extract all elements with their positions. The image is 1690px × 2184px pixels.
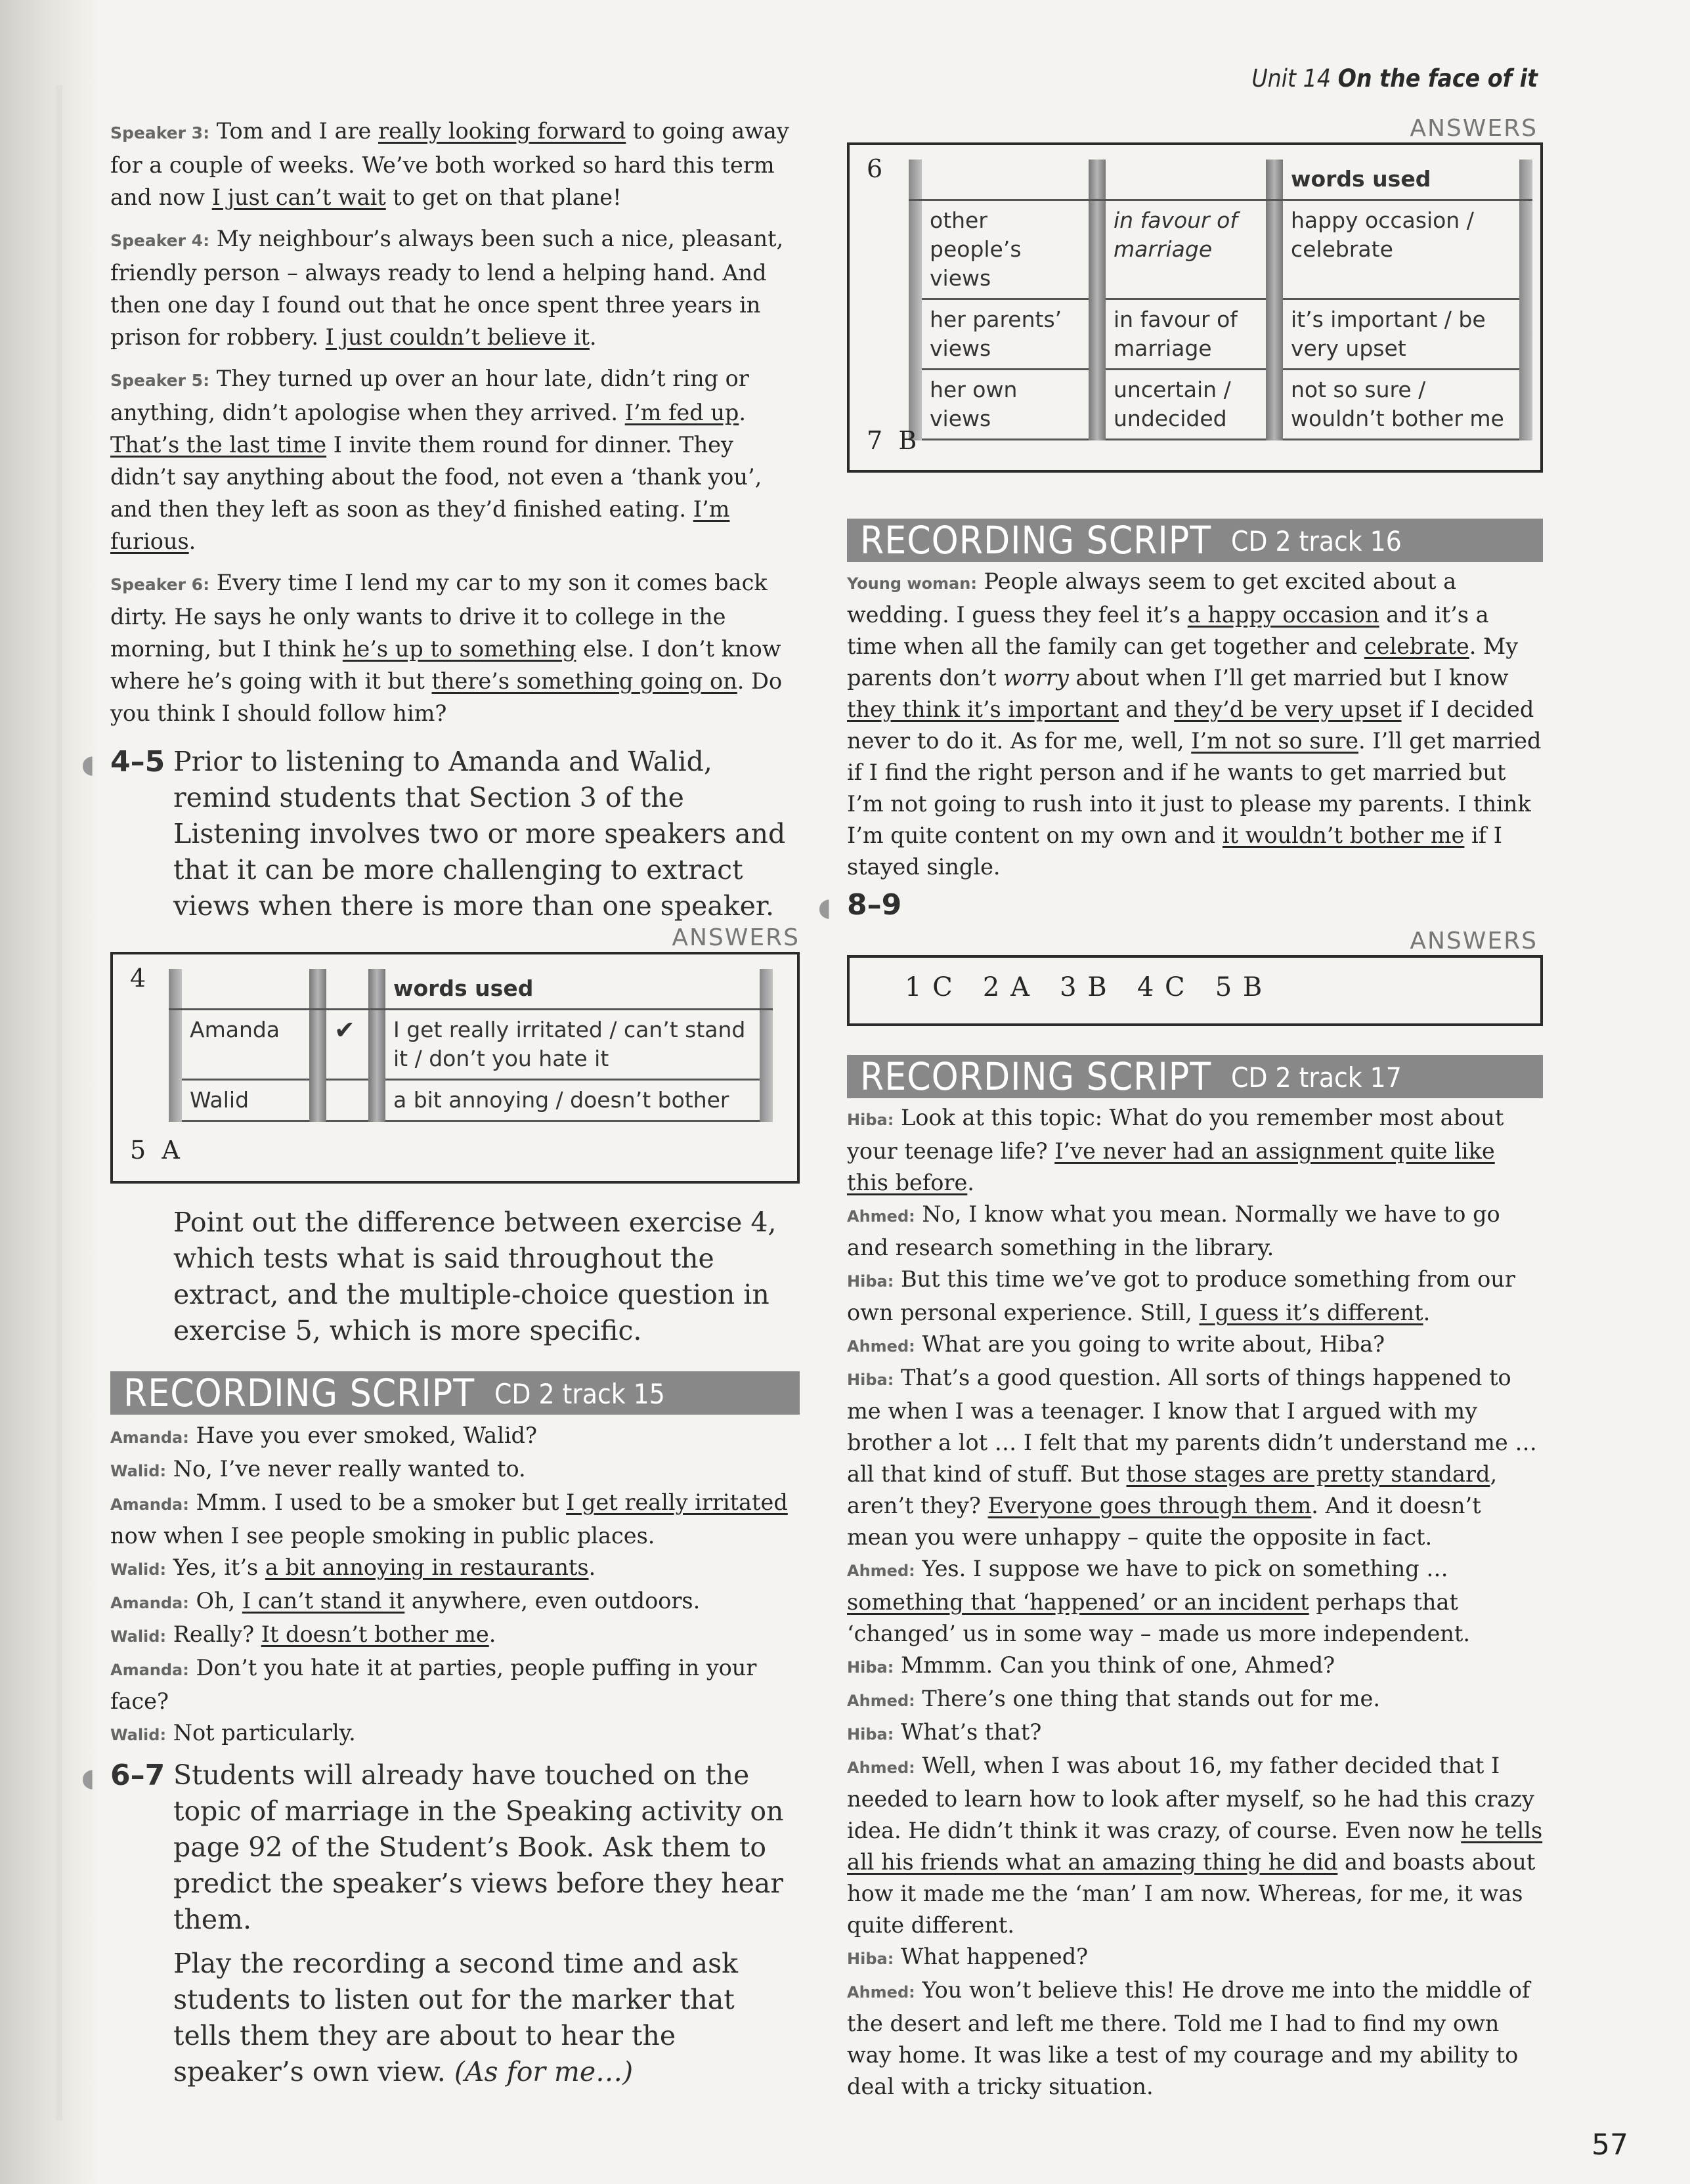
- question-5-answer: 5 A: [130, 1136, 180, 1165]
- teacher-note-6-7-continued: [110, 1946, 800, 2090]
- table-cell-who: other people’s views: [922, 201, 1089, 300]
- page-number: 57: [1592, 2128, 1628, 2162]
- text-run: . My parents don’t: [847, 633, 1519, 691]
- text-run: Really?: [173, 1621, 261, 1647]
- text-run: They turned up over an hour late, didn’t ring or anything, didn’t apologise when they arrived.: [110, 366, 749, 425]
- text-run: Yes, it’s: [173, 1554, 265, 1580]
- text-run: Yes. I suppose we have to pick on something …: [922, 1556, 1448, 1581]
- script-line: [847, 1975, 1543, 2103]
- banner-track: CD 2 track 17: [1231, 1061, 1402, 1094]
- text-run: But this time we’ve got to produce something from our own personal experience. Still,: [847, 1266, 1515, 1325]
- underlined-phrase: It doesn’t bother me: [261, 1621, 489, 1647]
- underlined-phrase: celebrate: [1364, 633, 1469, 659]
- speaker-label: Walid:: [110, 1726, 167, 1744]
- text-run: .: [488, 1621, 496, 1647]
- answers-label: ANSWERS: [1410, 928, 1538, 954]
- script-line: [110, 1552, 800, 1585]
- speaker-4-paragraph: [110, 223, 800, 353]
- headphones-icon: ◖: [81, 750, 95, 779]
- text-run: to get on that plane!: [385, 184, 622, 210]
- text-run: .: [1423, 1300, 1431, 1325]
- note-text: Students will already have touched on the topic of marriage in the Speaking activity on page 92 of the Student’s Book. Ask them to predict the speaker’s views before they hear them.: [173, 1759, 784, 1935]
- underlined-phrase: I just couldn’t believe it: [325, 324, 590, 350]
- speaker-label: Ahmed:: [847, 1337, 915, 1356]
- text-run: Look at this topic: What do you remember most about your teenage life?: [847, 1105, 1504, 1164]
- note-number: 4–5: [110, 745, 165, 779]
- script-line: [847, 1941, 1543, 1975]
- text-run: Mmm. I used to be a smoker but: [196, 1489, 567, 1515]
- text-run: Well, when I was about 16, my father decided that I needed to learn how to look after myself, so he had this crazy idea. He didn’t think it was crazy, of course. Even now: [847, 1753, 1534, 1843]
- text-run: and: [1118, 696, 1175, 722]
- text-run: and it’s a time when all the family can get together and: [847, 602, 1489, 659]
- teacher-note-point-out: [110, 1205, 800, 1349]
- text-run: to going away for a couple of weeks. We’ve both worked so hard this term and now: [110, 118, 789, 210]
- page-crease: [56, 85, 62, 2120]
- underlined-phrase: I’ve never had an assignment quite like this before: [847, 1138, 1495, 1195]
- underlined-phrase: he tells all his friends what an amazing thing he did: [847, 1818, 1543, 1875]
- underlined-phrase: I can’t stand it: [242, 1588, 405, 1614]
- speaker-label: Walid:: [110, 1627, 167, 1646]
- text-run: , aren’t they?: [847, 1461, 1498, 1518]
- text-run: if I decided never to do it. As for me, well,: [847, 696, 1534, 754]
- text-run: now when I see people smoking in public places.: [110, 1523, 655, 1549]
- table-cell-view: in favour of marriage: [1106, 201, 1266, 300]
- table-cell-words: happy occasion / celebrate: [1283, 201, 1519, 300]
- text-run: .: [739, 400, 747, 425]
- text-run: My neighbour’s always been such a nice, pleasant, friendly person – always ready to lend a helping hand. And then one day I found out that he once spent three years in prison for robbery.: [110, 226, 784, 350]
- text-run: People always seem to get excited about a wedding. I guess they feel it’s: [847, 568, 1457, 628]
- recording-script-banner-17: [847, 1055, 1543, 1098]
- teacher-note-8-9: [818, 887, 1543, 924]
- note-number: 8–9: [847, 888, 902, 922]
- speaker-label: Amanda:: [110, 1594, 189, 1612]
- table-cell-words: a bit annoying / doesn’t bother: [385, 1081, 760, 1122]
- text-run: There’s one thing that stands out for me.: [922, 1686, 1381, 1711]
- text-run: .: [588, 1554, 596, 1580]
- text-run: I invite them round for dinner. They didn’t say anything about the food, not even a ‘thank you’, and then they left as soon as they’d finished eating.: [110, 432, 762, 522]
- speaker-label: Ahmed:: [847, 1983, 915, 2002]
- banner-track: CD 2 track 16: [1231, 525, 1402, 557]
- answers-box-4-5: [110, 952, 800, 1184]
- speaker-label: Hiba:: [847, 1111, 894, 1129]
- note-text: Prior to listening to Amanda and Walid, remind students that Section 3 of the Listening involves two or more speakers and that it can be more challenging to extract views when there is more than one speaker.: [173, 746, 786, 922]
- answers-label: ANSWERS: [1410, 115, 1538, 142]
- table-cell-words: I get really irritated / can’t stand it / don’t you hate it: [385, 1010, 760, 1081]
- speaker-label: Hiba:: [847, 1371, 894, 1389]
- text-run: What’s that?: [900, 1719, 1042, 1745]
- left-column: [81, 115, 800, 2090]
- underlined-phrase: I guess it’s different: [1199, 1300, 1423, 1325]
- speaker-block: [110, 115, 800, 729]
- script-line: [847, 1329, 1543, 1362]
- speaker-label: Amanda:: [110, 1661, 189, 1679]
- text-run: .: [188, 528, 196, 554]
- speaker-label: Walid:: [110, 1560, 167, 1579]
- speaker-6-paragraph: [110, 567, 800, 729]
- speaker-label: Hiba:: [847, 1658, 894, 1677]
- script-line: [847, 1264, 1543, 1329]
- script-line: [847, 1717, 1543, 1750]
- answers-table-6: [909, 160, 1532, 440]
- script-line: [110, 1619, 800, 1652]
- recording-script-16: [847, 566, 1543, 883]
- table-cell-mark: [326, 1081, 368, 1122]
- script-line: [847, 1650, 1543, 1683]
- underlined-phrase: something that ‘happened’ or an incident: [847, 1589, 1309, 1615]
- text-run: You won’t believe this! He drove me into the middle of the desert and left me there. Told me I had to find my own way home. It was like a test of my courage and my ability to deal with a tricky situation.: [847, 1977, 1530, 2099]
- speaker-label: Amanda:: [110, 1428, 189, 1447]
- underlined-phrase: he’s up to something: [342, 636, 576, 662]
- speaker-label: Hiba:: [847, 1725, 894, 1744]
- text-run: Every time I lend my car to my son it comes back dirty. He says he only wants to drive it to college in the morning, but I think: [110, 570, 768, 662]
- underlined-phrase: they’d be very upset: [1174, 696, 1402, 722]
- unit-title: On the face of it: [1337, 64, 1538, 93]
- speaker-label: Ahmed:: [847, 1692, 915, 1710]
- text-run: about when I’ll get married but I know: [1068, 665, 1509, 691]
- unit-label: Unit 14: [1251, 64, 1331, 93]
- note-text: Point out the difference between exercise 4, which tests what is said throughout the extract, and the multiple-choice question in exercise 5, which is more specific.: [173, 1207, 777, 1346]
- text-run: and boasts about how it made me the ‘man’ I am now. Whereas, for me, it was quite different.: [847, 1849, 1536, 1938]
- speaker-label: Ahmed:: [847, 1759, 915, 1777]
- script-line: [847, 1750, 1543, 1941]
- table-cell-words: not so sure / wouldn’t bother me: [1283, 370, 1519, 440]
- underlined-phrase: really looking forward: [378, 118, 626, 144]
- text-run: That’s a good question. All sorts of things happened to me when I was a teenager. I know that I argued with my brother a lot … I felt that my parents didn’t understand me … all that kind of stuff. But: [847, 1365, 1537, 1487]
- speaker-label: Ahmed:: [847, 1562, 915, 1580]
- script-line: [847, 1199, 1543, 1264]
- checkmark-icon: ✔: [326, 1010, 368, 1081]
- table-cell-view: uncertain / undecided: [1106, 370, 1266, 440]
- speaker-3-paragraph: [110, 115, 800, 213]
- note-text: Play the recording a second time and ask students to listen out for the marker that tells them they are about to hear the speaker’s own view.: [173, 1948, 738, 2088]
- banner-title: RECORDING SCRIPT: [860, 519, 1212, 562]
- book-spine-shadow: [0, 0, 98, 2184]
- running-header: [1251, 64, 1538, 93]
- text-run: No, I’ve never really wanted to.: [173, 1456, 526, 1482]
- text-run: if I stayed single.: [847, 823, 1503, 880]
- script-line: [847, 1683, 1543, 1717]
- speaker-label: Young woman:: [847, 574, 977, 593]
- script-line: [110, 1585, 800, 1619]
- underlined-phrase: Everyone goes through them: [987, 1493, 1312, 1518]
- headphones-icon: ◖: [81, 1763, 95, 1792]
- italic-phrase: worry: [1003, 665, 1069, 691]
- underlined-phrase: they think it’s important: [847, 696, 1119, 722]
- text-run: Mmmm. Can you think of one, Ahmed?: [900, 1652, 1335, 1678]
- underlined-phrase: I just can’t wait: [211, 184, 386, 210]
- recording-script-banner-16: [847, 519, 1543, 562]
- question-7-answer: 7 B: [867, 426, 917, 455]
- text-run: Tom and I are: [216, 118, 379, 144]
- underlined-phrase: those stages are pretty standard: [1126, 1461, 1490, 1487]
- underlined-phrase: I’m not so sure: [1191, 728, 1358, 754]
- underlined-phrase: I’m fed up: [624, 400, 739, 425]
- underlined-phrase: a bit annoying in restaurants: [265, 1554, 589, 1580]
- question-number: 6: [867, 154, 883, 183]
- text-run: What are you going to write about, Hiba?: [922, 1331, 1385, 1357]
- speaker-label: Hiba:: [847, 1950, 894, 1968]
- text-run: perhaps that ‘changed’ us in some way – made us more independent.: [847, 1589, 1470, 1646]
- table-cell-name: Amanda: [182, 1010, 309, 1081]
- recording-script-15: [110, 1420, 800, 1751]
- text-run: Not particularly.: [173, 1720, 356, 1745]
- banner-title: RECORDING SCRIPT: [860, 1055, 1212, 1098]
- text-run: Don’t you hate it at parties, people puffing in your face?: [110, 1655, 757, 1714]
- script-line: [110, 1453, 800, 1487]
- right-column: [818, 115, 1543, 2103]
- text-run: . I’ll get married if I find the right person and if he wants to get married but I’m not going to rush into it just to please my parents. I think I’m quite content on my own and: [847, 728, 1542, 848]
- table-cell-view: in favour of marriage: [1106, 300, 1266, 370]
- underlined-phrase: That’s the last time: [110, 432, 327, 458]
- table-cell-who: her own views: [922, 370, 1089, 440]
- speaker-label: Speaker 4:: [110, 231, 210, 250]
- text-run: .: [589, 324, 597, 350]
- multiple-choice-answers: 1 C 2 A 3 B 4 C 5 B: [905, 972, 1264, 1002]
- answers-table-4: [169, 969, 773, 1122]
- script-line: [110, 1487, 800, 1552]
- table-cell-who: her parents’ views: [922, 300, 1089, 370]
- text-run: . Do you think I should follow him?: [110, 668, 783, 726]
- recording-script-17: [847, 1102, 1543, 2103]
- question-number: 4: [130, 964, 146, 993]
- speaker-label: Speaker 3:: [110, 123, 210, 142]
- table-header-words-used: words used: [1283, 160, 1519, 201]
- text-run: .: [967, 1170, 974, 1195]
- text-run: Have you ever smoked, Walid?: [196, 1423, 537, 1448]
- answers-box-6-7: [847, 142, 1543, 473]
- speaker-label: Walid:: [110, 1462, 167, 1480]
- table-header-words-used: words used: [385, 969, 760, 1010]
- note-italic: (As for me…): [454, 2056, 634, 2088]
- speaker-label: Ahmed:: [847, 1207, 915, 1226]
- teacher-note-6-7: [81, 1757, 800, 1938]
- script-line: [110, 1420, 800, 1453]
- speaker-label: Amanda:: [110, 1495, 189, 1514]
- answers-box-8-9: [847, 955, 1543, 1026]
- underlined-phrase: I’m furious: [110, 496, 730, 554]
- table-cell-words: it’s important / be very upset: [1283, 300, 1519, 370]
- text-run: Oh,: [196, 1588, 242, 1614]
- speaker-label: Speaker 6:: [110, 575, 210, 594]
- underlined-phrase: a happy occasion: [1187, 602, 1379, 628]
- speaker-label: Hiba:: [847, 1272, 894, 1291]
- banner-title: RECORDING SCRIPT: [123, 1371, 475, 1415]
- underlined-phrase: I get really irritated: [566, 1489, 788, 1515]
- table-cell-name: Walid: [182, 1081, 309, 1122]
- underlined-phrase: it wouldn’t bother me: [1222, 823, 1465, 848]
- speaker-5-paragraph: [110, 362, 800, 557]
- teacher-note-4-5: [81, 744, 800, 924]
- underlined-phrase: there’s something going on: [431, 668, 737, 694]
- script-line: [110, 1652, 800, 1717]
- answers-label: ANSWERS: [672, 924, 800, 951]
- text-run: . And it doesn’t mean you were unhappy – quite the opposite in fact.: [847, 1493, 1481, 1550]
- recording-script-banner-15: [110, 1371, 800, 1415]
- script-line: [847, 1362, 1543, 1553]
- text-run: What happened?: [900, 1944, 1089, 1969]
- banner-track: CD 2 track 15: [494, 1378, 665, 1410]
- script-line: [847, 1102, 1543, 1199]
- script-line: [847, 1553, 1543, 1650]
- headphones-icon: ◖: [818, 893, 832, 922]
- script-line: [110, 1717, 800, 1751]
- text-run: No, I know what you mean. Normally we have to go and research something in the library.: [847, 1201, 1500, 1260]
- speaker-label: Speaker 5:: [110, 371, 210, 390]
- text-run: else. I don’t know where he’s going with it but: [110, 636, 781, 694]
- note-number: 6–7: [110, 1759, 165, 1792]
- text-run: anywhere, even outdoors.: [404, 1588, 701, 1614]
